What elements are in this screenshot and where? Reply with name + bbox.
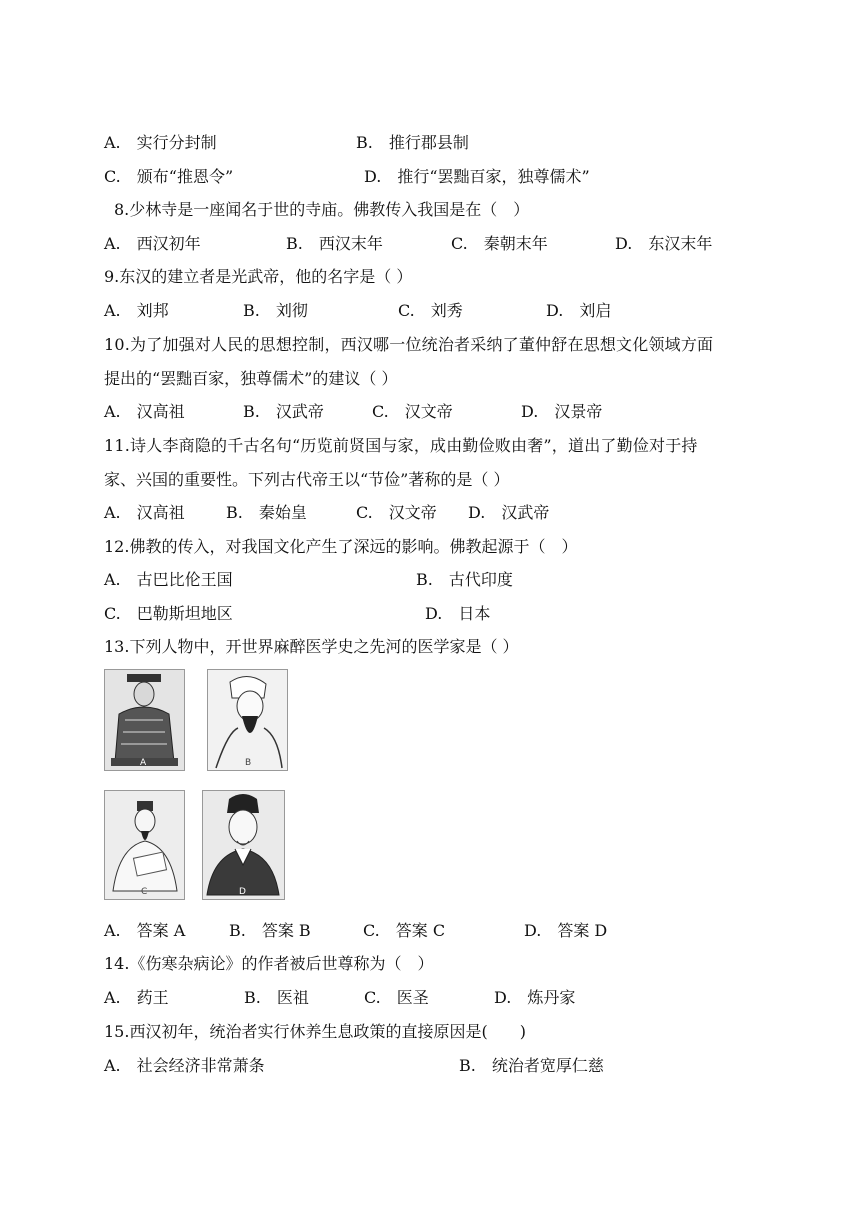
option-b: B. 医祖	[244, 988, 309, 1007]
option-d: D. 刘启	[546, 301, 612, 320]
option-c: C. 秦朝末年	[451, 234, 548, 253]
option-b: B. 推行郡县制	[356, 133, 469, 152]
question-stem: 8.少林寺是一座闻名于世的寺庙。佛教传入我国是在（ ）	[114, 200, 530, 219]
portrait-a	[104, 669, 185, 771]
question-stem: 14.《伤寒杂病论》的作者被后世尊称为（ ）	[104, 954, 434, 973]
question-stem-line-1: 10.为了加强对人民的思想控制，西汉哪一位统治者采纳了董仲舒在思想文化领域方面	[104, 335, 714, 354]
option-a: A. 答案 A	[104, 921, 186, 940]
option-d: D. 答案 D	[524, 921, 608, 940]
option-d: D. 东汉末年	[615, 234, 713, 253]
portrait-label: A	[140, 758, 147, 768]
option-a: A. 药王	[104, 988, 169, 1007]
option-c: C. 汉文帝	[356, 503, 437, 522]
option-a: A. 古巴比伦王国	[104, 570, 233, 589]
option-a: A. 汉高祖	[104, 402, 185, 421]
question-stem-line-2: 提出的“罢黜百家，独尊儒术”的建议（ ）	[104, 369, 398, 388]
option-b: B. 秦始皇	[226, 503, 307, 522]
portrait-figure	[104, 669, 286, 899]
option-a: A. 汉高祖	[104, 503, 185, 522]
option-d: D. 推行“罢黜百家，独尊儒术”	[364, 167, 590, 186]
option-b: B. 汉武帝	[243, 402, 324, 421]
option-b: B. 西汉末年	[286, 234, 383, 253]
portrait-label: C	[141, 887, 148, 897]
question-stem: 9.东汉的建立者是光武帝，他的名字是（ ）	[104, 267, 413, 286]
option-c: C. 医圣	[364, 988, 429, 1007]
option-b: B. 古代印度	[416, 570, 513, 589]
question-stem-line-1: 11.诗人李商隐的千古名句“历览前贤国与家，成由勤俭败由奢”，道出了勤俭对于持	[104, 436, 698, 455]
option-a: A. 西汉初年	[104, 234, 201, 253]
option-a: A. 社会经济非常萧条	[104, 1056, 265, 1075]
option-b: B. 刘彻	[243, 301, 308, 320]
option-c: C. 刘秀	[398, 301, 463, 320]
option-d: D. 炼丹家	[494, 988, 576, 1007]
portrait-label: B	[245, 758, 252, 768]
option-a: A. 刘邦	[104, 301, 169, 320]
question-stem: 12.佛教的传入，对我国文化产生了深远的影响。佛教起源于（ ）	[104, 537, 578, 556]
option-a: A. 实行分封制	[104, 133, 217, 152]
option-c: C. 颁布“推恩令”	[104, 167, 234, 186]
portrait-b	[207, 669, 288, 771]
option-c: C. 巴勒斯坦地区	[104, 604, 233, 623]
portrait-d	[202, 790, 285, 900]
option-d: D. 汉景帝	[521, 402, 603, 421]
option-b: B. 统治者宽厚仁慈	[459, 1056, 604, 1075]
question-stem: 15.西汉初年，统治者实行休养生息政策的直接原因是( )	[104, 1022, 526, 1041]
question-stem-line-2: 家、兴国的重要性。下列古代帝王以“节俭”著称的是（ ）	[104, 470, 510, 489]
option-c: C. 汉文帝	[372, 402, 453, 421]
option-d: D. 汉武帝	[468, 503, 550, 522]
portrait-label: D	[239, 887, 246, 897]
portrait-c	[104, 790, 185, 900]
question-stem: 13.下列人物中，开世界麻醉医学史之先河的医学家是（ ）	[104, 637, 519, 656]
option-d: D. 日本	[425, 604, 491, 623]
option-b: B. 答案 B	[229, 921, 311, 940]
option-c: C. 答案 C	[363, 921, 446, 940]
